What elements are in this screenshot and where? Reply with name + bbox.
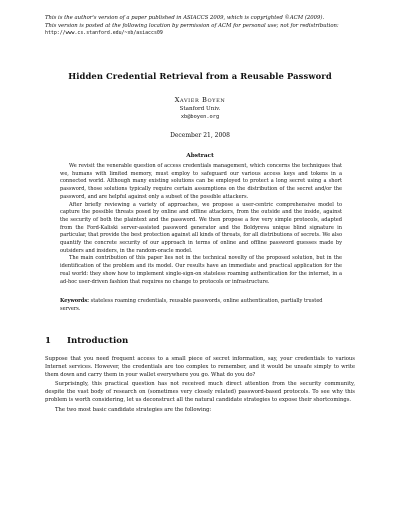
abstract-heading: Abstract — [186, 153, 214, 159]
section-title: Introduction — [67, 336, 129, 346]
notice-line-1: This is the author's version of a paper published in ASIACCS 2009, which is copyrighted ©ACM (2009). — [45, 15, 325, 21]
body-paragraph: Suppose that you need frequent access to a small piece of secret information, say, your credentials to various Internet services. However, the credentials are too complex to remember, and it would be unsafe simply to write them down and carry them in your wallet everywhere you go. What do you do? — [45, 356, 355, 379]
abstract-paragraph: We revisit the venerable question of access credentials management, which concerns the techniques that we, humans with limited memory, must employ to safeguard our various access keys and tokens in a connected world. Although many existing solutions can be employed to protect a long secret using a short password, those solutions typically require certain assumptions on the distribution of the secret and/or the password, and are helpful against only a subset of the possible attackers. — [60, 163, 342, 200]
keywords-text: stateless roaming credentials, reusable passwords, online authentication, partially trusted servers. — [60, 298, 323, 312]
introduction-body — [45, 355, 355, 415]
section-number: 1 — [45, 336, 51, 346]
paper-title: Hidden Credential Retrieval from a Reusable Password — [68, 71, 332, 81]
keywords — [60, 298, 342, 313]
section-heading — [45, 336, 128, 346]
author-block — [0, 96, 400, 121]
notice-line-2: This version is posted at the following location by permission of ACM for personal use; not for redistribution: — [45, 22, 339, 29]
author-affiliation: Stanford Univ. — [179, 106, 221, 112]
keywords-label: Keywords: — [60, 298, 90, 304]
abstract-paragraph: After briefly reviewing a variety of approaches, we propose a user-centric comprehensive model to capture the possible threats posed by online and offline attackers, from the outside and the inside, against the security of both the plaintext and the password. We then propose a few very simple protocols, adapted from the Ford-Kaliski server-assisted password generator and the Boldyreva unique blind signature in particular, that provide the best protection against all kinds of threats, for all distributions of secrets. We also quantify the concrete security of our approach in terms of online and offline password guesses made by outsiders and insiders, in the random-oracle model. — [60, 201, 342, 254]
abstract-body — [60, 163, 342, 286]
author-name: Xavier Boyen — [174, 96, 226, 104]
abstract-paragraph: The main contribution of this paper lies not in the technical novelty of the proposed solution, but in the identification of the problem and its model. Our results have an immediate and practical application for the real world: they show how to implement single-sign-on stateless roaming authentication for the internet, in a ad-hoc user-driven fashion that requires no change to protocols or infrastructure. — [60, 255, 342, 285]
paper-date: December 21, 2008 — [170, 132, 230, 139]
body-paragraph: Surprisingly, this practical question has not received much direct attention from the security community, despite the vast body of research on (sometimes very closely related) password-based protocols. To see why this problem is worth considering, let us deconstruct all the natural candidate strategies to expose their shortcomings. — [45, 381, 355, 404]
notice-url[interactable]: http://www.cs.stanford.edu/~xb/asiaccs09 — [45, 30, 163, 37]
copyright-notice — [45, 15, 365, 38]
body-paragraph: The two most basic candidate strategies are the following: — [55, 406, 212, 413]
author-email[interactable]: xb@boyen.org — [180, 114, 220, 120]
